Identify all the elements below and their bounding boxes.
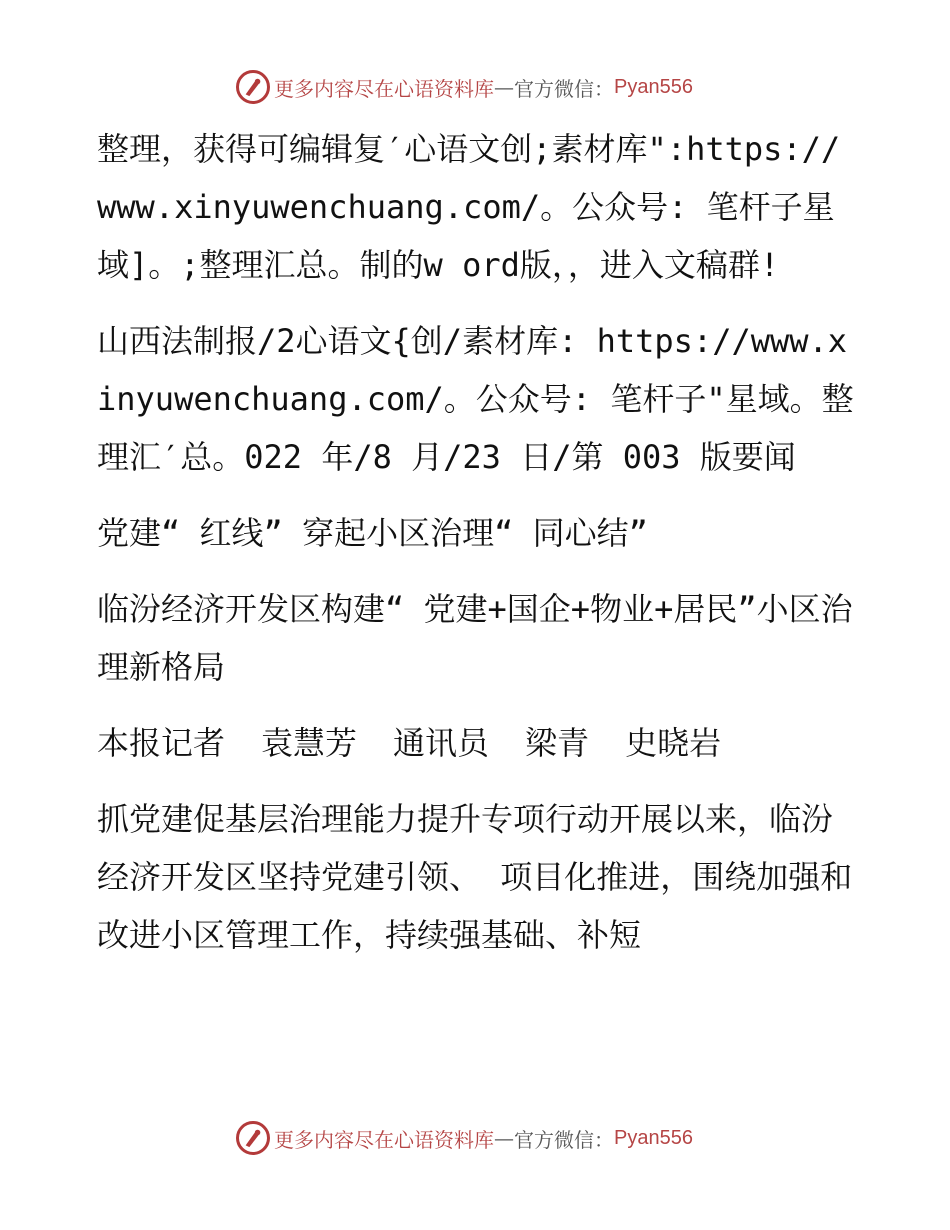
paragraph-source: 山西法制报/2心语文{创/素材库: https://www.xinyuwenchuang.com/。公众号: 笔杆子"星域。整理汇′总。022 年/8 月/23 日/第 003 版要闻 bbox=[97, 322, 854, 476]
paragraph-intro: 整理，获得可编辑复′心语文创;素材库":https://www.xinyuwenchuang.com/。公众号: 笔杆子星域]。;整理汇总。制的w ord版，，进入文稿群! bbox=[97, 130, 841, 284]
article-subheadline: 临汾经济开发区构建“ 党建+国企+物业+居民”小区治理新格局 bbox=[97, 590, 853, 686]
banner-separator: — bbox=[494, 1126, 514, 1150]
banner-wechat-id: Pyan556 bbox=[614, 1126, 693, 1149]
banner-wechat-label: 官方微信： bbox=[514, 76, 614, 101]
banner-wechat-id: Pyan556 bbox=[614, 75, 693, 98]
byline-correspondent-name-2: 史晓岩 bbox=[625, 724, 722, 762]
document-body bbox=[97, 120, 857, 982]
banner-separator: — bbox=[494, 75, 514, 99]
article-byline bbox=[97, 714, 857, 772]
footer-banner bbox=[236, 1121, 693, 1155]
banner-wechat-label: 官方微信： bbox=[514, 1127, 614, 1152]
pen-logo-icon bbox=[236, 70, 270, 104]
byline-reporter-name: 袁慧芳 bbox=[261, 724, 358, 762]
byline-reporter-label: 本报记者 bbox=[97, 724, 226, 762]
article-headline: 党建“ 红线” 穿起小区治理“ 同心结” bbox=[97, 514, 648, 552]
pen-logo-icon bbox=[236, 1121, 270, 1155]
byline-correspondent-name-1: 梁青 bbox=[525, 724, 590, 762]
byline-correspondent-label: 通讯员 bbox=[393, 724, 490, 762]
banner-text: 更多内容尽在心语资料库 bbox=[274, 1127, 494, 1152]
article-lead-paragraph: 抓党建促基层治理能力提升专项行动开展以来，临汾经济开发区坚持党建引领、 项目化推进，围绕加强和改进小区管理工作，持续强基础、补短 bbox=[97, 800, 853, 954]
header-banner bbox=[236, 70, 693, 104]
banner-text: 更多内容尽在心语资料库 bbox=[274, 76, 494, 101]
